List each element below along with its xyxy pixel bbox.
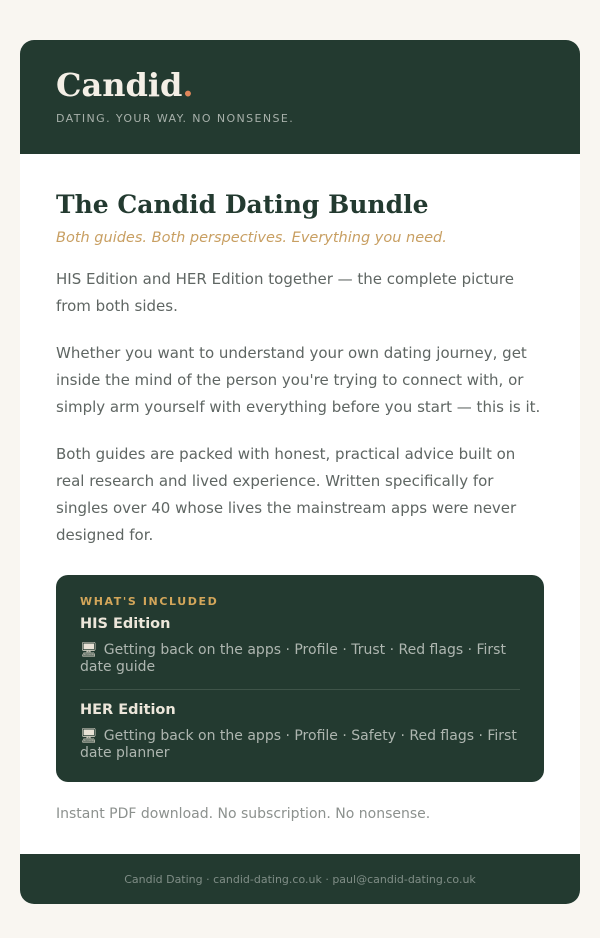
edition-desc-text: Getting back on the apps · Profile · Trust · Red flags · First date guide [80,642,506,676]
download-note: Instant PDF download. No subscription. No nonsense. [56,806,431,823]
paragraph-intro: HIS Edition and HER Edition together — the complete picture from both sides. [56,270,514,316]
page-title: The Candid Dating Bundle [56,190,429,219]
pin-icon: 🖥 [80,642,98,659]
email-card [20,40,580,904]
logo-dot: . [182,66,194,104]
logo-text: Candid [56,66,183,104]
logo [56,66,194,104]
whats-included-label: WHAT'S INCLUDED [80,595,219,609]
edition-item-his [80,616,520,676]
edition-description [80,642,520,676]
edition-description [80,728,520,762]
edition-title: HER Edition [80,702,176,719]
header [20,40,580,154]
pin-icon: 🖥 [80,728,98,745]
tagline: DATING. YOUR WAY. NO NONSENSE. [56,112,295,125]
edition-item-her [80,702,520,762]
whats-included-panel [56,575,544,782]
edition-desc-text: Getting back on the apps · Profile · Safety · Red flags · First date planner [80,728,517,762]
edition-title: HIS Edition [80,616,171,633]
footer [20,854,580,904]
paragraph-guides: Both guides are packed with honest, practical advice built on real research and lived experience. Written specifically for singles over 40 whose lives the mainstream apps were never designed for. [56,445,517,545]
divider [80,689,520,690]
subtitle: Both guides. Both perspectives. Everything you need. [56,230,447,246]
footer-text: Candid Dating · candid-dating.co.uk · paul@candid-dating.co.uk [124,872,476,886]
main-content [20,154,580,854]
paragraph-journey: Whether you want to understand your own dating journey, get inside the mind of the person you're trying to connect with, or simply arm yourself with everything before you start — this is it. [56,344,541,417]
